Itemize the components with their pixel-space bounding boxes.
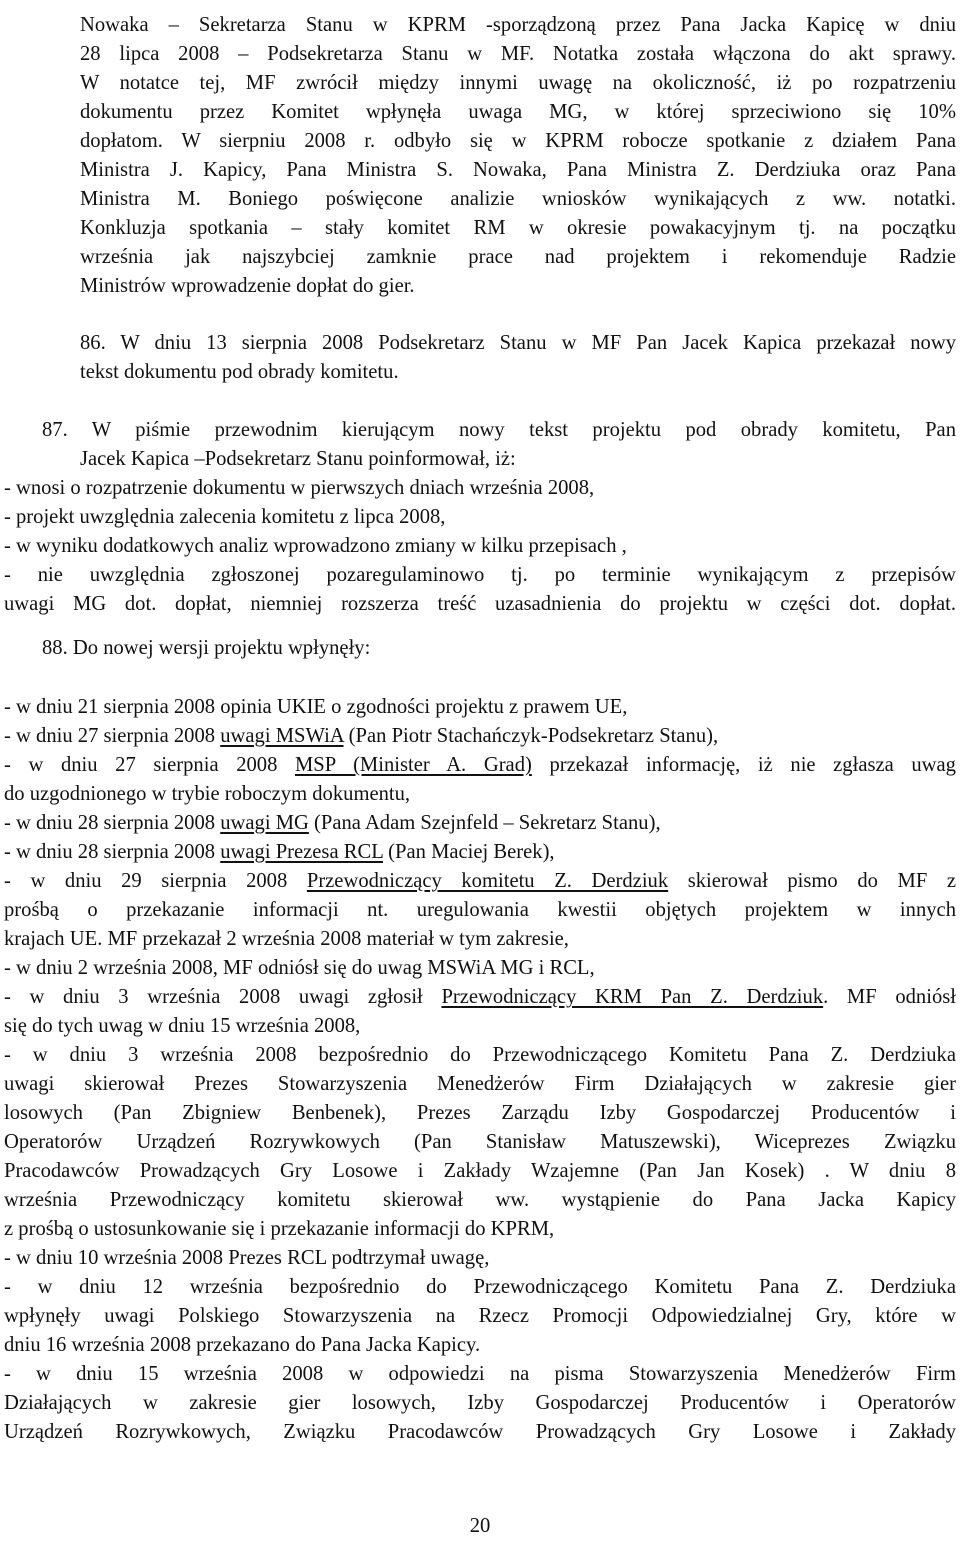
para-88-list-line (4, 1331, 956, 1360)
text-run: - nie uwzględnia zgłoszonej pozaregulaminowo tj. po terminie wynikającym z przepisów (4, 564, 956, 586)
underlined-reference: Przewodniczący komitetu Z. Derdziuk (306, 870, 669, 892)
para-88-list-line (4, 1041, 956, 1070)
para-87-line (42, 416, 956, 445)
underlined-reference: uwagi Prezesa RCL (220, 841, 384, 863)
para-88-list-line (4, 693, 956, 722)
text-run: - w dniu 3 września 2008 bezpośrednio do Przewodniczącego Komitetu Pana Z. Derdziuka (4, 1044, 956, 1066)
text-run: wpłynęły uwagi Polskiego Stowarzyszenia na Rzecz Promocji Odpowiedzialnej Gry, które w (4, 1305, 956, 1327)
text-run: dopłatom. W sierpniu 2008 r. odbyło się w KPRM robocze spotkanie z działem Pana (80, 130, 956, 152)
para-88-list-line (4, 1099, 956, 1128)
para-85-continued-line (80, 185, 956, 214)
para-86-line (80, 329, 956, 358)
text-run: - w dniu 27 sierpnia 2008 (4, 725, 221, 747)
text-run: Działających w zakresie gier losowych, Izby Gospodarczej Producentów i Operatorów (4, 1392, 956, 1414)
para-88-list-line (4, 1302, 956, 1331)
text-run: z prośbą o ustosunkowanie się i przekazanie informacji do KPRM, (4, 1218, 555, 1240)
para-88-list-line (4, 1244, 956, 1273)
para-88-list-line (4, 925, 956, 954)
para-87-line (4, 474, 956, 503)
para-85-continued-line (80, 272, 956, 301)
text-run: września jak najszybciej zamknie prace nad projektem i rekomenduje Radzie (80, 246, 956, 268)
para-88-list-line (4, 896, 956, 925)
text-run: Ministra J. Kapicy, Pana Ministra S. Nowaka, Pana Ministra Z. Derdziuka oraz Pana (80, 159, 956, 181)
para-85-continued-line (80, 214, 956, 243)
text-run: - w dniu 28 sierpnia 2008 (4, 812, 221, 834)
text-run: Ministra M. Boniego poświęcone analizie wniosków wynikających z ww. notatki. (80, 188, 956, 210)
text-run: - w wyniku dodatkowych analiz wprowadzono zmiany w kilku przepisach , (4, 535, 627, 557)
para-85-continued-line (80, 156, 956, 185)
page-number: 20 (469, 1515, 491, 1537)
text-run: uwagi skierował Prezes Stowarzyszenia Menedżerów Firm Działających w zakresie gier (4, 1073, 956, 1095)
text-run: dniu 16 września 2008 przekazano do Pana Jacka Kapicy. (4, 1334, 481, 1356)
text-run: 86. W dniu 13 sierpnia 2008 Podsekretarz Stanu w MF Pan Jacek Kapica przekazał nowy (80, 332, 956, 354)
text-run: - w dniu 15 września 2008 w odpowiedzi na pisma Stowarzyszenia Menedżerów Firm (4, 1363, 956, 1385)
text-run: - w dniu 21 sierpnia 2008 opinia UKIE o zgodności projektu z prawem UE, (4, 696, 628, 718)
para-85-continued-line (80, 40, 956, 69)
text-run: Operatorów Urządzeń Rozrywkowych (Pan Stanisław Matuszewski), Wiceprezes Związku (4, 1131, 956, 1153)
para-87-line (4, 532, 956, 561)
text-run: krajach UE. MF przekazał 2 września 2008 materiał w tym zakresie, (4, 928, 569, 950)
para-88-list-line (4, 1389, 956, 1418)
para-85-continued-line (80, 127, 956, 156)
text-run: - w dniu 28 sierpnia 2008 (4, 841, 221, 863)
text-run: (Pan Piotr Stachańczyk-Podsekretarz Stanu), (343, 725, 719, 747)
para-88-heading-line (42, 634, 956, 663)
para-88-list-line (4, 1273, 956, 1302)
para-88-list-line (4, 1418, 956, 1447)
text-run: (Pana Adam Szejnfeld – Sekretarz Stanu), (308, 812, 661, 834)
text-run: dokumentu przez Komitet wpłynęła uwaga MG, w której sprzeciwiono się 10% (80, 101, 956, 123)
para-88-list-line (4, 1215, 956, 1244)
text-run: września Przewodniczący komitetu skierował ww. wystąpienie do Pana Jacka Kapicy (4, 1189, 956, 1211)
para-88-list-line (4, 838, 956, 867)
text-run: do uzgodnionego w trybie roboczym dokumentu, (4, 783, 411, 805)
text-run: (Pan Maciej Berek), (383, 841, 555, 863)
text-run: W notatce tej, MF zwrócił między innymi uwagę na okoliczność, iż po rozpatrzeniu (80, 72, 956, 94)
para-86-line (80, 358, 956, 387)
text-run: - w dniu 12 września bezpośrednio do Przewodniczącego Komitetu Pana Z. Derdziuka (4, 1276, 956, 1298)
para-88-list-line (4, 1360, 956, 1389)
para-88-list-line (4, 1128, 956, 1157)
text-run: - projekt uwzględnia zalecenia komitetu z lipca 2008, (4, 506, 446, 528)
text-run: 87. W piśmie przewodnim kierującym nowy tekst projektu pod obrady komitetu, Pan (42, 419, 956, 441)
para-85-continued-line (80, 11, 956, 40)
para-87-line (80, 445, 956, 474)
text-run: - w dniu 29 sierpnia 2008 (4, 870, 307, 892)
para-88-list-line (4, 983, 956, 1012)
underlined-reference: uwagi MG (220, 812, 309, 834)
text-run: Konkluzja spotkania – stały komitet RM w okresie powakacyjnym tj. na początku (80, 217, 956, 239)
text-run: przekazał informację, iż nie zgłasza uwag (531, 754, 956, 776)
para-88-list-line (4, 1070, 956, 1099)
para-88-list-line (4, 1186, 956, 1215)
para-87-line (4, 590, 956, 619)
underlined-reference: uwagi MSWiA (220, 725, 344, 747)
text-run: Urządzeń Rozrywkowych, Związku Pracodawców Prowadzących Gry Losowe i Zakłady (4, 1421, 956, 1443)
text-run: - wnosi o rozpatrzenie dokumentu w pierwszych dniach września 2008, (4, 477, 595, 499)
para-88-list-line (4, 1157, 956, 1186)
underlined-reference: Przewodniczący KRM Pan Z. Derdziuk (441, 986, 824, 1008)
text-run: Pracodawców Prowadzących Gry Losowe i Zakłady Wzajemne (Pan Jan Kosek) . W dniu 8 (4, 1160, 956, 1182)
text-run: skierował pismo do MF z (668, 870, 956, 892)
text-run: Jacek Kapica –Podsekretarz Stanu poinformował, iż: (80, 448, 516, 470)
para-87-line (4, 561, 956, 590)
para-88-list-line (4, 1012, 956, 1041)
para-87-line (4, 503, 956, 532)
text-run: - w dniu 3 września 2008 uwagi zgłosił (4, 986, 442, 1008)
text-run: Nowaka – Sekretarza Stanu w KPRM -sporządzoną przez Pana Jacka Kapicę w dniu (80, 14, 956, 36)
text-run: się do tych uwag w dniu 15 września 2008, (4, 1015, 361, 1037)
text-run: Ministrów wprowadzenie dopłat do gier. (80, 275, 415, 297)
text-run: 88. Do nowej wersji projektu wpłynęły: (42, 637, 371, 659)
para-85-continued-line (80, 243, 956, 272)
para-88-list-line (4, 780, 956, 809)
para-88-list-line (4, 722, 956, 751)
text-run: uwagi MG dot. dopłat, niemniej rozszerza treść uzasadnienia do projektu w części dot. dopłat. (4, 593, 956, 615)
text-run: - w dniu 27 sierpnia 2008 (4, 754, 295, 776)
text-run: . MF odniósł (823, 986, 956, 1008)
text-run: tekst dokumentu pod obrady komitetu. (80, 361, 399, 383)
text-run: - w dniu 10 września 2008 Prezes RCL podtrzymał uwagę, (4, 1247, 490, 1269)
para-85-continued-line (80, 69, 956, 98)
para-85-continued-line (80, 98, 956, 127)
text-run: 28 lipca 2008 – Podsekretarza Stanu w MF. Notatka została włączona do akt sprawy. (80, 43, 956, 65)
text-run: prośbą o przekazanie informacji nt. uregulowania kwestii objętych projektem w innych (4, 899, 956, 921)
para-88-list-line (4, 954, 956, 983)
underlined-reference: MSP (Minister A. Grad) (295, 754, 532, 776)
text-run: - w dniu 2 września 2008, MF odniósł się do uwag MSWiA MG i RCL, (4, 957, 595, 979)
text-run: losowych (Pan Zbigniew Benbenek), Prezes Zarządu Izby Gospodarczej Producentów i (4, 1102, 956, 1124)
para-88-list-line (4, 809, 956, 838)
para-88-list-line (4, 867, 956, 896)
para-88-list-line (4, 751, 956, 780)
